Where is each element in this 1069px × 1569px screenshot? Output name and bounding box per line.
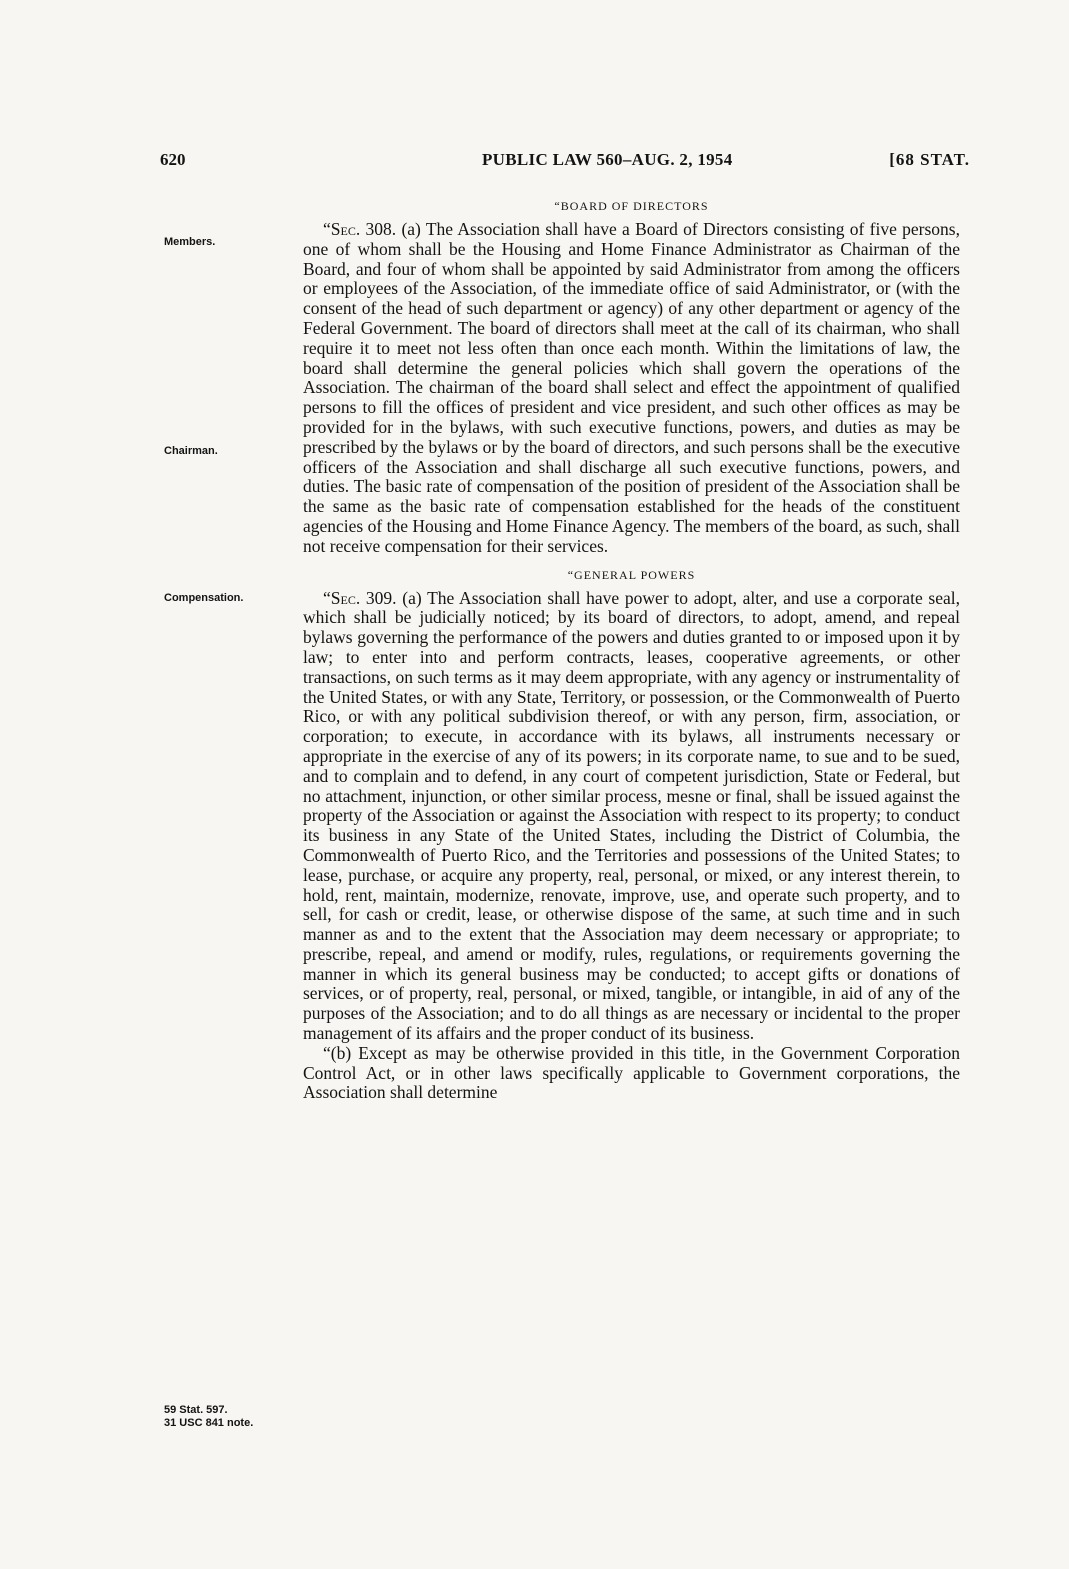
running-title: PUBLIC LAW 560–AUG. 2, 1954	[482, 150, 733, 169]
page-header	[160, 150, 970, 180]
margin-note-chairman: Chairman.	[164, 445, 218, 457]
section-heading-board: “BOARD OF DIRECTORS	[554, 199, 709, 213]
section-309-paragraph-b: “(b) Except as may be otherwise provided in this title, in the Government Corporation Control Act, or in other laws specifically applicable to Government corporations, the Association shall determine	[303, 1042, 960, 1103]
main-text	[303, 196, 960, 1103]
page-number: 620	[160, 150, 186, 169]
section-heading-powers: “GENERAL POWERS	[567, 567, 696, 582]
paragraph-text: (a) The Association shall have power to adopt, alter, and use a corporate seal, which shall be judicially noticed; by its board of directors, to adopt, amend, and repeal bylaws governing the performance of the powers and duties granted to or imposed upon it by law; to enter into and perform contracts, leases, cooperative agreements, or other transactions, on such terms as it may deem appropriate, with any agency or instrumentality of the United States, or with any State, Territory, or possession, or the Commonwealth of Puerto Rico, or with any political subdivision thereof, or with any person, firm, association, or corporation; to execute, in accordance with its bylaws, all instruments necessary or appropriate in the exercise of any of its powers; in its corporate name, to sue and to be sued, and to complain and to defend, in any court of competent jurisdiction, State or Federal, but no attachment, injunction, or other similar process, mesne or final, shall be issued against the property of the Association or against the Association with respect to its property; to conduct its business in any State of the United States, including the District of Columbia, the Commonwealth of Puerto Rico, and the Territories and possessions of the United States; to lease, purchase, or acquire any property, real, personal, or mixed, or any interest therein, to hold, rent, maintain, modernize, renovate, improve, use, and operate such property, and to sell, for cash or credit, lease, or otherwise dispose of the same, at such time and in such manner as and to the extent that the Association may deem necessary or appropriate; to prescribe, repeal, and amend or modify, rules, regulations, or requirements governing the manner in which its general business may be conducted; to accept gifts or donations of services, or of property, real, personal, or mixed, tangible, or intangible, in aid of any of the purposes of the Association; and to do all things as are necessary or incidental to the proper management of its affairs and the proper conduct of its business.	[303, 587, 961, 1044]
section-309-paragraph-a	[303, 589, 960, 1044]
citation-line: 59 Stat. 597.	[164, 1404, 228, 1416]
margin-note-compensation: Compensation.	[164, 592, 244, 604]
margin-note-citation	[164, 1404, 253, 1430]
statute-reference: [68 STAT.	[889, 150, 970, 169]
paragraph-text: (a) The Association shall have a Board of Directors consisting of five persons, one of whom shall be the Housing and Home Finance Administrator as Chairman of the Board, and four of whom shall be appointed by said Administrator from among the officers or employees of the Association, of the immediate office of said Administrator, or (with the consent of the head of such department or agency) of any other department or agency of the Federal Government. The board of directors shall meet at the call of its chairman, who shall require it to meet not less often than once each month. Within the limitations of law, the board shall determine the general policies which shall govern the operations of the Association. The chairman of the board shall select and effect the appointment of qualified persons to fill the offices of president and vice president, and such other offices as may be provided for in the bylaws, with such executive functions, powers, and duties as may be prescribed by the bylaws or by the board of directors, and such persons shall be the executive officers of the Association and shall discharge all such executive functions, powers, and duties. The basic rate of compensation of the position of president of the Association shall be the same as the basic rate of compensation established for the heads of the constituent agencies of the Housing and Home Finance Agency. The members of the board, as such, shall not receive compensation for their services.	[303, 219, 960, 556]
section-label: “Sec. 309.	[323, 587, 397, 608]
citation-line: 31 USC 841 note.	[164, 1417, 254, 1429]
margin-note-members: Members.	[164, 236, 216, 248]
section-label: “Sec. 308.	[323, 219, 397, 239]
section-308-paragraph	[303, 220, 960, 557]
